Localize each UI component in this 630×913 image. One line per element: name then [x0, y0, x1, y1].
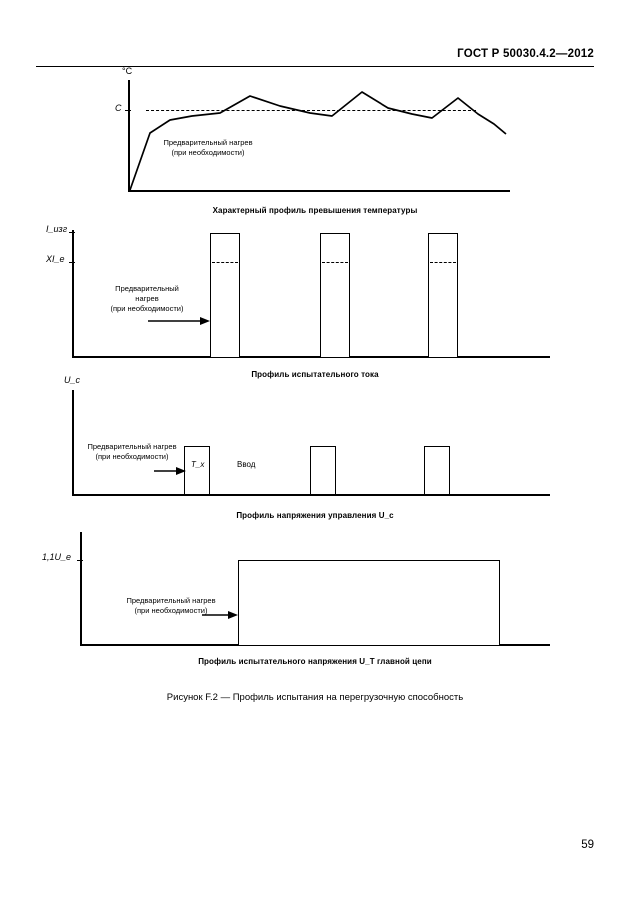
current-pulse-3	[428, 233, 458, 357]
y-tick-label-xi-e: XI_e	[46, 254, 65, 264]
preheat-note-line1: Предварительный нагрев	[126, 596, 216, 605]
caption-temperature-profile: Характерный профиль превышения температуры	[212, 206, 418, 215]
chart-main-circuit-voltage-profile	[42, 530, 552, 648]
preheat-note-line2: нагрев	[135, 294, 159, 304]
xi-e-level-2	[322, 262, 348, 263]
preheat-note-line2: (при необходимости)	[171, 148, 245, 158]
main-voltage-pulse	[238, 560, 500, 645]
y-axis	[80, 532, 82, 646]
preheat-note-line2: (при необходимости)	[134, 606, 208, 616]
y-tick-mark-xi-e	[69, 262, 75, 263]
preheat-note	[138, 138, 278, 158]
preheat-note-line1: Предварительный нагрев	[87, 442, 177, 451]
preheat-note	[78, 442, 186, 462]
x-axis	[72, 494, 550, 496]
preheat-arrow	[202, 608, 240, 622]
chart-temperature-profile	[115, 66, 510, 198]
header-divider	[36, 66, 594, 67]
y-axis-unit-label: °C	[122, 66, 133, 76]
xi-e-level-3	[430, 262, 456, 263]
preheat-note-line1: Предварительный нагрев	[163, 138, 253, 147]
voltage-pulse-3	[424, 446, 450, 494]
y-tick-mark-i-izg	[69, 232, 75, 233]
current-pulse-2	[320, 233, 350, 357]
preheat-note	[84, 284, 210, 314]
y-tick-mark-11ue	[77, 560, 83, 561]
chart-test-current-profile	[46, 224, 552, 360]
figure-caption: Рисунок F.2 — Профиль испытания на перегрузочную способность	[166, 692, 464, 703]
y-axis-label-uc: U_c	[64, 375, 81, 385]
page-number: 59	[581, 839, 594, 851]
current-pulse-1	[210, 233, 240, 357]
preheat-arrow	[154, 464, 188, 478]
interval-label: Ввод	[237, 460, 256, 469]
x-axis	[72, 356, 550, 358]
caption-control-voltage-profile: Профиль напряжения управления U_c	[236, 511, 394, 520]
caption-test-current-profile: Профиль испытательного тока	[251, 370, 379, 379]
preheat-note-line3: (при необходимости)	[110, 304, 184, 314]
preheat-arrow	[148, 314, 212, 328]
voltage-pulse-2	[310, 446, 336, 494]
preheat-note-line2: (при необходимости)	[95, 452, 169, 462]
chart-control-voltage-profile	[62, 375, 552, 498]
standard-designation: ГОСТ Р 50030.4.2—2012	[457, 48, 594, 60]
caption-main-circuit-voltage-profile: Профиль испытательного напряжения U_T главной цепи	[198, 657, 432, 666]
y-axis	[72, 390, 74, 496]
pulse-duration-label: T_x	[191, 460, 205, 469]
y-tick-label-i-izg: I_изг	[46, 224, 68, 234]
y-axis	[72, 230, 74, 358]
preheat-note-line1: Предварительный	[115, 284, 179, 293]
xi-e-level-1	[212, 262, 238, 263]
y-tick-label-c: C	[115, 103, 122, 113]
y-tick-label-11ue: 1,1U_e	[42, 552, 72, 562]
